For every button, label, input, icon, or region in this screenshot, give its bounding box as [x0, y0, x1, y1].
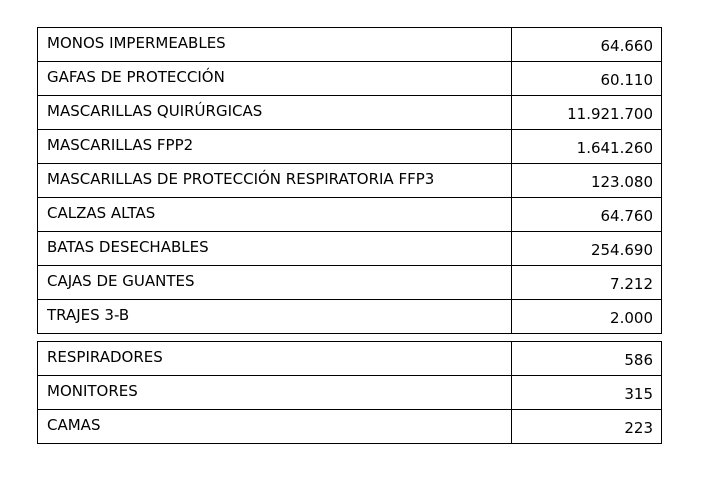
item-quantity: 315	[512, 376, 662, 410]
table-row	[38, 96, 662, 130]
item-name: RESPIRADORES	[38, 342, 512, 376]
item-name: CAMAS	[38, 410, 512, 444]
table-row	[38, 342, 662, 376]
item-quantity: 254.690	[512, 232, 662, 266]
item-name: GAFAS DE PROTECCIÓN	[38, 62, 512, 96]
item-quantity: 64.660	[512, 28, 662, 62]
table-row	[38, 232, 662, 266]
table-row	[38, 164, 662, 198]
table-row	[38, 130, 662, 164]
item-name: MASCARILLAS DE PROTECCIÓN RESPIRATORIA FFP3	[38, 164, 512, 198]
item-name: TRAJES 3-B	[38, 300, 512, 334]
item-quantity: 2.000	[512, 300, 662, 334]
item-name: CALZAS ALTAS	[38, 198, 512, 232]
item-quantity: 60.110	[512, 62, 662, 96]
medical-equipment-table	[37, 341, 662, 444]
table-row	[38, 300, 662, 334]
item-quantity: 64.760	[512, 198, 662, 232]
table-row	[38, 266, 662, 300]
table-row	[38, 376, 662, 410]
item-name: CAJAS DE GUANTES	[38, 266, 512, 300]
table-row	[38, 62, 662, 96]
item-quantity: 223	[512, 410, 662, 444]
table-row	[38, 410, 662, 444]
item-name: BATAS DESECHABLES	[38, 232, 512, 266]
item-name: MONOS IMPERMEABLES	[38, 28, 512, 62]
item-quantity: 123.080	[512, 164, 662, 198]
protective-supplies-table	[37, 27, 662, 334]
table-row	[38, 198, 662, 232]
item-name: MASCARILLAS FPP2	[38, 130, 512, 164]
item-quantity: 7.212	[512, 266, 662, 300]
item-quantity: 586	[512, 342, 662, 376]
item-quantity: 11.921.700	[512, 96, 662, 130]
item-quantity: 1.641.260	[512, 130, 662, 164]
item-name: MONITORES	[38, 376, 512, 410]
item-name: MASCARILLAS QUIRÚRGICAS	[38, 96, 512, 130]
table-row	[38, 28, 662, 62]
